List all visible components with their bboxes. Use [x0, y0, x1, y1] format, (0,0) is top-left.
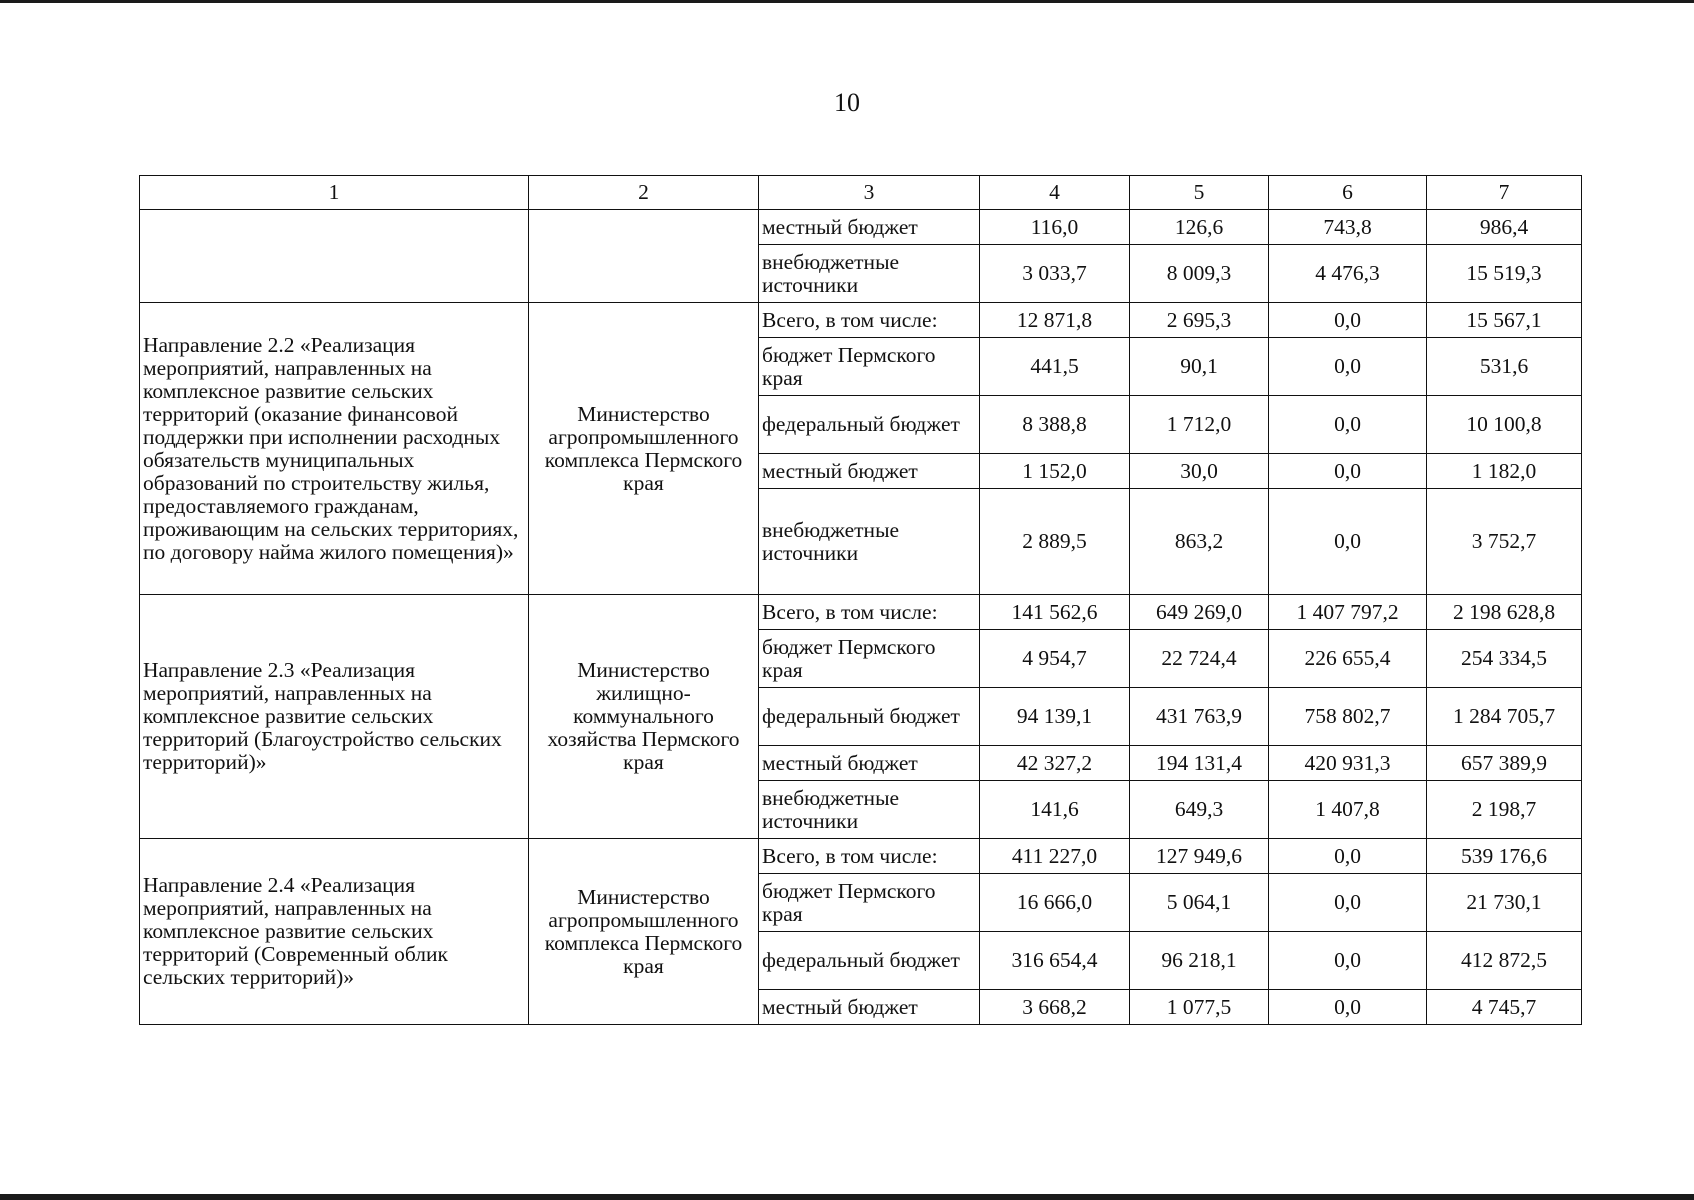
column-header: 5	[1130, 176, 1269, 210]
value-cell: 657 389,9	[1427, 746, 1582, 781]
table-row	[140, 303, 1582, 338]
budget-table	[139, 175, 1582, 1025]
value-cell: 194 131,4	[1130, 746, 1269, 781]
value-cell: 1 077,5	[1130, 990, 1269, 1025]
value-cell: 2 198,7	[1427, 781, 1582, 839]
value-cell: 0,0	[1269, 489, 1427, 595]
value-cell: 116,0	[980, 210, 1130, 245]
value-cell: 126,6	[1130, 210, 1269, 245]
direction-description: Направление 2.3 «Реализация мероприятий, направленных на комплексное развитие сельских территорий (Благоустройство сельских территорий)»	[140, 595, 529, 839]
funding-source: бюджет Пермского края	[759, 338, 980, 396]
funding-source: Всего, в том числе:	[759, 595, 980, 630]
value-cell: 0,0	[1269, 874, 1427, 932]
value-cell: 3 752,7	[1427, 489, 1582, 595]
value-cell: 1 407,8	[1269, 781, 1427, 839]
responsible-executor: Министерство агропромышленного комплекса Пермского края	[529, 839, 759, 1025]
funding-source: местный бюджет	[759, 746, 980, 781]
value-cell: 1 284 705,7	[1427, 688, 1582, 746]
value-cell: 0,0	[1269, 932, 1427, 990]
funding-source: внебюджетные источники	[759, 781, 980, 839]
value-cell: 15 519,3	[1427, 245, 1582, 303]
value-cell: 743,8	[1269, 210, 1427, 245]
funding-source: местный бюджет	[759, 210, 980, 245]
value-cell: 3 668,2	[980, 990, 1130, 1025]
value-cell: 0,0	[1269, 839, 1427, 874]
value-cell: 2 198 628,8	[1427, 595, 1582, 630]
value-cell: 411 227,0	[980, 839, 1130, 874]
value-cell: 412 872,5	[1427, 932, 1582, 990]
funding-source: федеральный бюджет	[759, 688, 980, 746]
value-cell: 2 889,5	[980, 489, 1130, 595]
value-cell: 8 388,8	[980, 396, 1130, 454]
value-cell: 4 745,7	[1427, 990, 1582, 1025]
value-cell: 141,6	[980, 781, 1130, 839]
scan-border-top	[0, 0, 1694, 3]
value-cell: 96 218,1	[1130, 932, 1269, 990]
value-cell: 21 730,1	[1427, 874, 1582, 932]
page-number: 10	[834, 88, 860, 117]
column-header: 1	[140, 176, 529, 210]
funding-source: внебюджетные источники	[759, 245, 980, 303]
value-cell: 1 182,0	[1427, 454, 1582, 489]
value-cell: 4 476,3	[1269, 245, 1427, 303]
table-row	[140, 595, 1582, 630]
value-cell: 3 033,7	[980, 245, 1130, 303]
value-cell: 0,0	[1269, 990, 1427, 1025]
funding-source: федеральный бюджет	[759, 932, 980, 990]
value-cell: 1 407 797,2	[1269, 595, 1427, 630]
value-cell: 539 176,6	[1427, 839, 1582, 874]
value-cell: 90,1	[1130, 338, 1269, 396]
column-header: 2	[529, 176, 759, 210]
funding-source: местный бюджет	[759, 990, 980, 1025]
column-header: 7	[1427, 176, 1582, 210]
funding-source: внебюджетные источники	[759, 489, 980, 595]
value-cell: 2 695,3	[1130, 303, 1269, 338]
value-cell: 127 949,6	[1130, 839, 1269, 874]
funding-source: бюджет Пермского края	[759, 630, 980, 688]
value-cell: 226 655,4	[1269, 630, 1427, 688]
responsible-executor: Министерство агропромышленного комплекса Пермского края	[529, 303, 759, 595]
value-cell: 22 724,4	[1130, 630, 1269, 688]
funding-source: бюджет Пермского края	[759, 874, 980, 932]
value-cell: 42 327,2	[980, 746, 1130, 781]
funding-source: Всего, в том числе:	[759, 839, 980, 874]
value-cell: 8 009,3	[1130, 245, 1269, 303]
column-header: 3	[759, 176, 980, 210]
value-cell: 758 802,7	[1269, 688, 1427, 746]
value-cell: 0,0	[1269, 454, 1427, 489]
value-cell: 141 562,6	[980, 595, 1130, 630]
value-cell: 0,0	[1269, 396, 1427, 454]
value-cell: 16 666,0	[980, 874, 1130, 932]
value-cell: 863,2	[1130, 489, 1269, 595]
direction-cell-empty	[140, 210, 529, 303]
column-header: 4	[980, 176, 1130, 210]
responsible-executor: Министерство жилищно-коммунального хозяйства Пермского края	[529, 595, 759, 839]
value-cell: 986,4	[1427, 210, 1582, 245]
value-cell: 12 871,8	[980, 303, 1130, 338]
value-cell: 4 954,7	[980, 630, 1130, 688]
table-row	[140, 839, 1582, 874]
value-cell: 0,0	[1269, 338, 1427, 396]
direction-description: Направление 2.2 «Реализация мероприятий, направленных на комплексное развитие сельских территорий (оказание финансовой поддержки при исполнении расходных обязательств муниципальных образований по строительству жилья, предоставляемого гражданам, проживающим на сельских территориях, по договору найма жилого помещения)»	[140, 303, 529, 595]
value-cell: 15 567,1	[1427, 303, 1582, 338]
value-cell: 1 152,0	[980, 454, 1130, 489]
value-cell: 10 100,8	[1427, 396, 1582, 454]
value-cell: 0,0	[1269, 303, 1427, 338]
value-cell: 5 064,1	[1130, 874, 1269, 932]
value-cell: 531,6	[1427, 338, 1582, 396]
value-cell: 431 763,9	[1130, 688, 1269, 746]
funding-source: федеральный бюджет	[759, 396, 980, 454]
value-cell: 649 269,0	[1130, 595, 1269, 630]
value-cell: 1 712,0	[1130, 396, 1269, 454]
table-row	[140, 210, 1582, 245]
funding-source: местный бюджет	[759, 454, 980, 489]
column-number-row	[140, 176, 1582, 210]
value-cell: 30,0	[1130, 454, 1269, 489]
value-cell: 94 139,1	[980, 688, 1130, 746]
scan-border-bottom	[0, 1194, 1694, 1200]
value-cell: 649,3	[1130, 781, 1269, 839]
direction-description: Направление 2.4 «Реализация мероприятий, направленных на комплексное развитие сельских территорий (Современный облик сельских территорий)»	[140, 839, 529, 1025]
responsible-cell-empty	[529, 210, 759, 303]
value-cell: 254 334,5	[1427, 630, 1582, 688]
value-cell: 441,5	[980, 338, 1130, 396]
column-header: 6	[1269, 176, 1427, 210]
funding-source: Всего, в том числе:	[759, 303, 980, 338]
value-cell: 316 654,4	[980, 932, 1130, 990]
value-cell: 420 931,3	[1269, 746, 1427, 781]
